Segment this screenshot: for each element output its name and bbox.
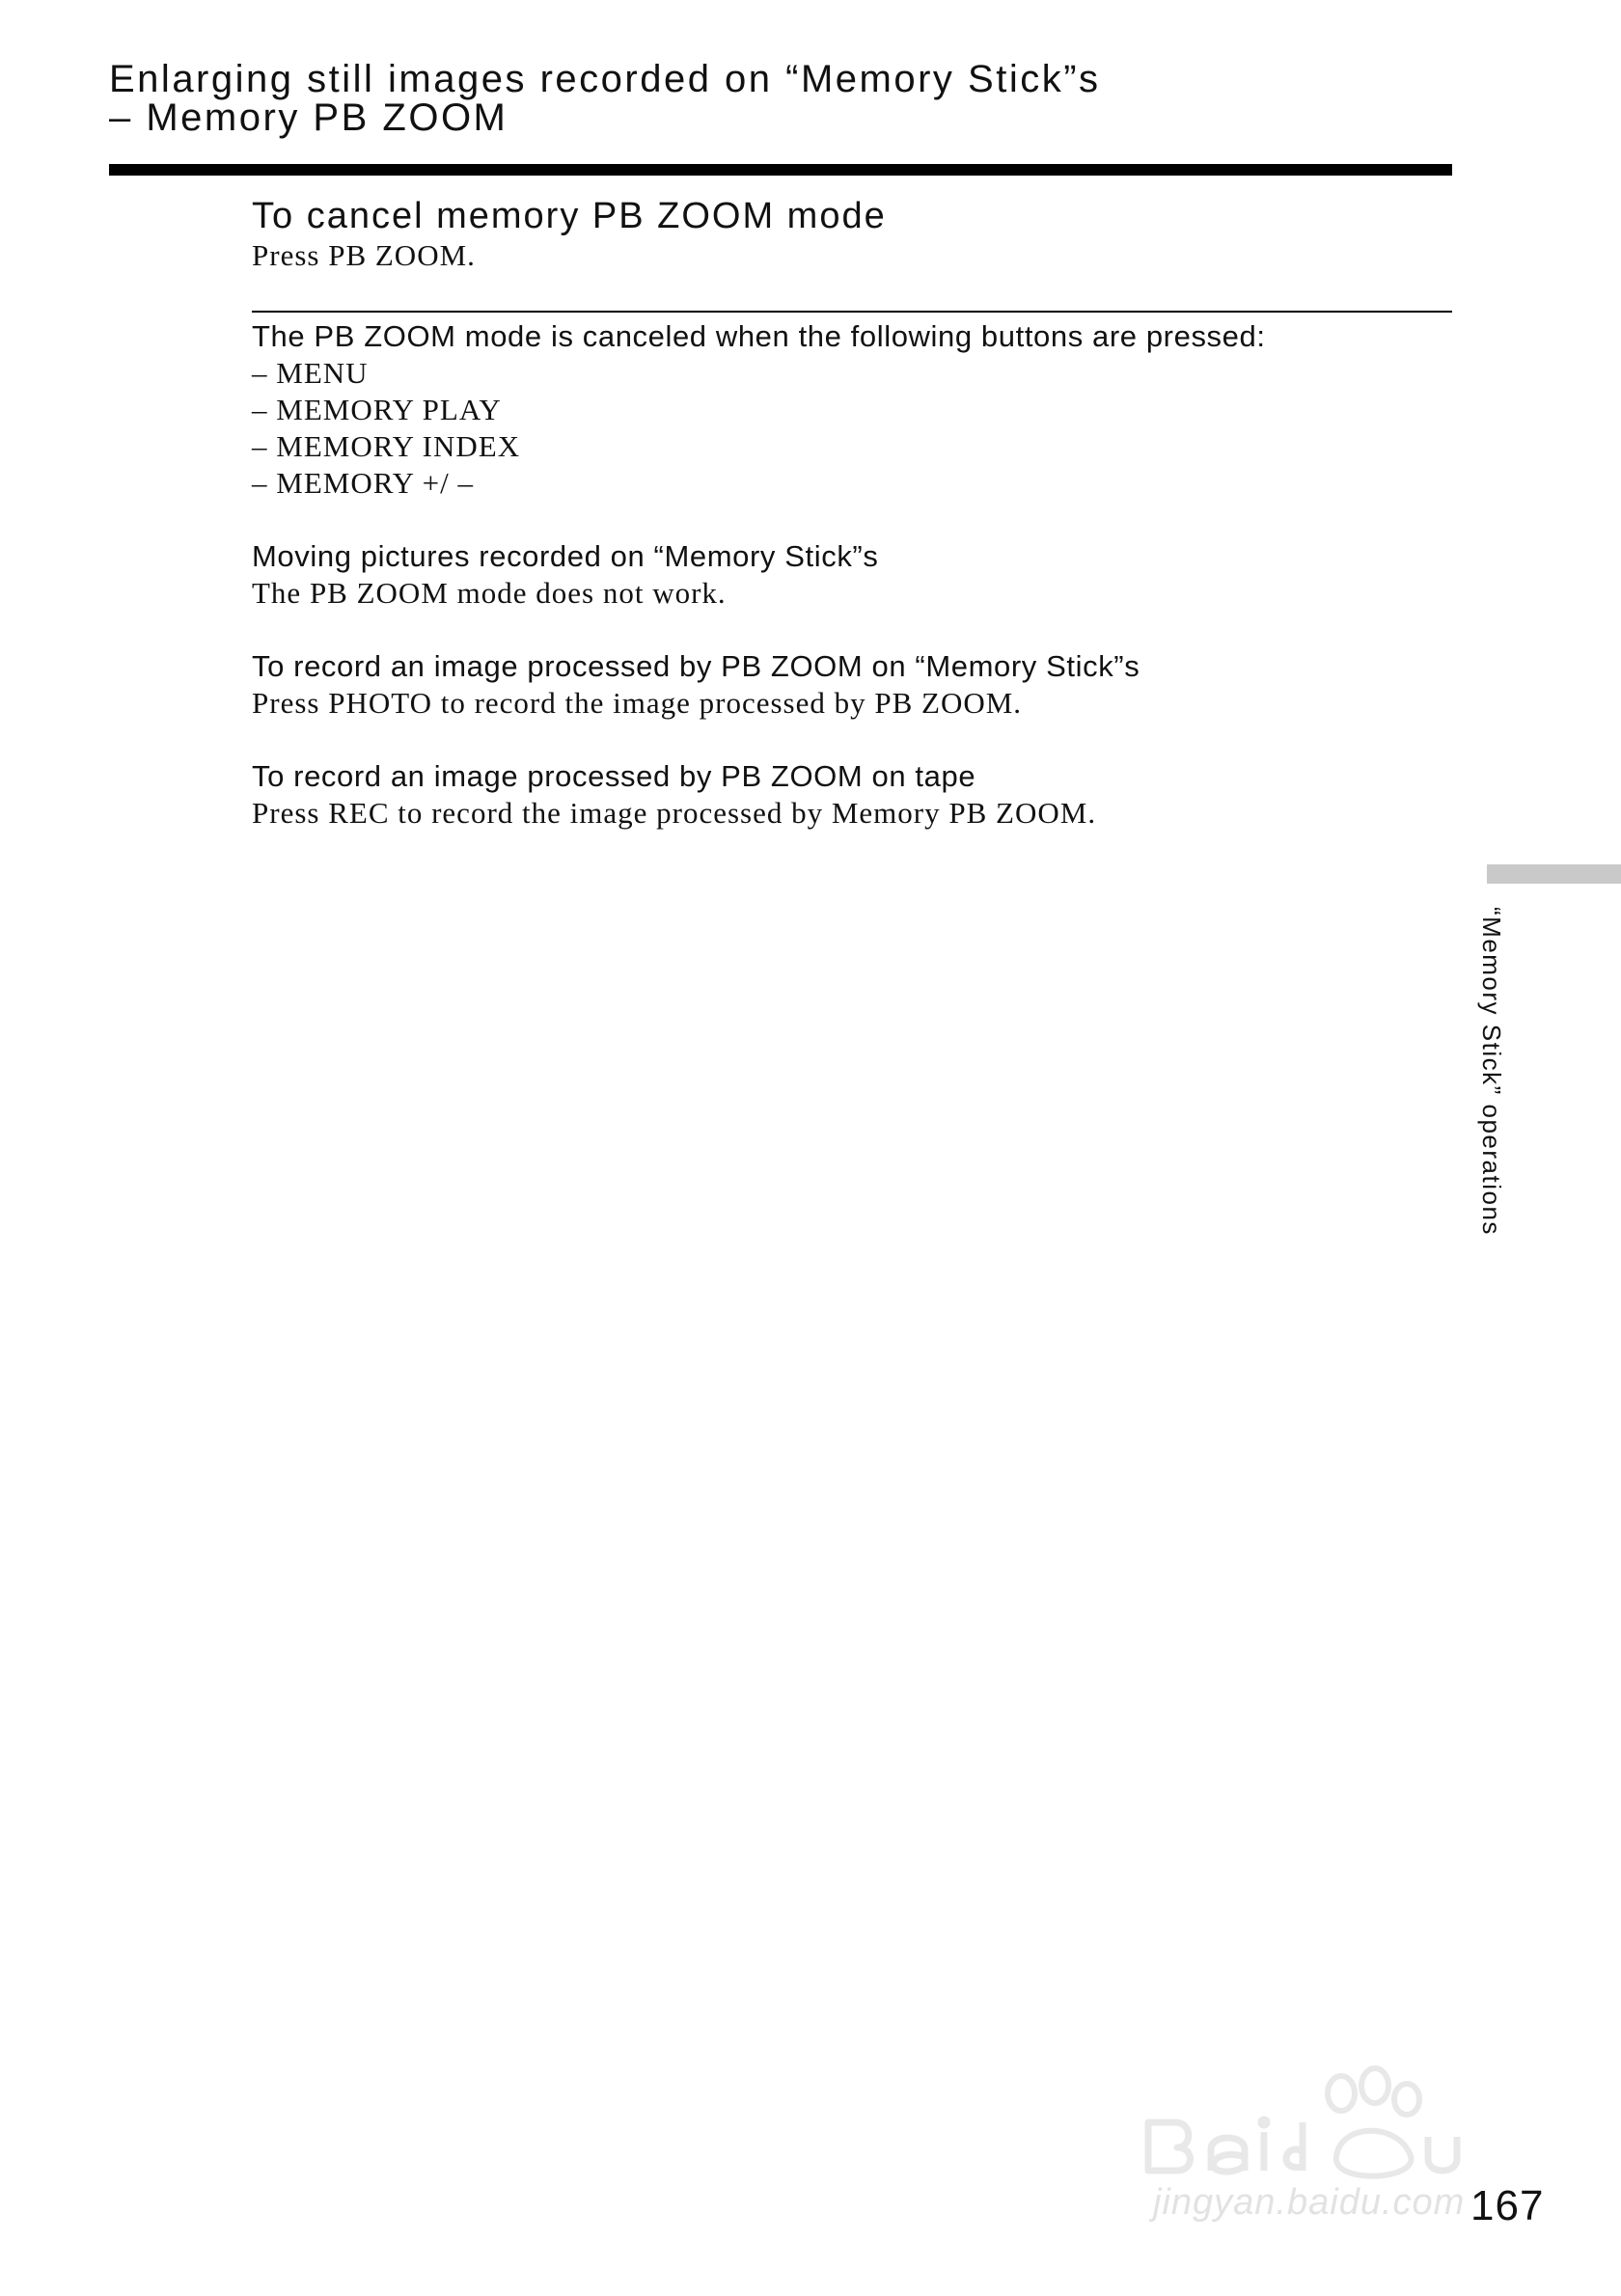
title-rule (109, 164, 1452, 176)
note-text: Press REC to record the image processed by Memory PB ZOOM. (252, 796, 1097, 830)
cancel-section-heading: To cancel memory PB ZOOM mode (252, 196, 887, 236)
note-heading: Moving pictures recorded on “Memory Stick”s (252, 539, 879, 573)
section-tab-marker (1487, 864, 1621, 884)
list-item: – MENU (252, 356, 369, 390)
note-cancel-buttons (252, 318, 1452, 502)
section-tab-label: “Memory Stick” operations (1477, 907, 1506, 1236)
page-title (109, 60, 1101, 137)
page-title-line-1: Enlarging still images recorded on “Memory Stick”s (109, 58, 1101, 100)
page-number: 167 (1470, 2182, 1545, 2229)
watermark-text: jingyan.baidu.com (1153, 2182, 1466, 2223)
note-heading: The PB ZOOM mode is canceled when the following buttons are pressed: (252, 319, 1266, 353)
note-record-memory-stick (252, 648, 1452, 722)
note-text: Press PHOTO to record the image processed by PB ZOOM. (252, 686, 1023, 720)
cancel-section-instruction: Press PB ZOOM. (252, 238, 476, 272)
list-item: – MEMORY PLAY (252, 393, 502, 426)
note-heading: To record an image processed by PB ZOOM on “Memory Stick”s (252, 649, 1140, 683)
note-moving-pictures (252, 538, 1452, 612)
page-title-line-2: – Memory PB ZOOM (109, 96, 508, 139)
main-content (252, 195, 1452, 832)
list-item: – MEMORY INDEX (252, 429, 521, 463)
notes-divider (252, 311, 1452, 313)
note-heading: To record an image processed by PB ZOOM on tape (252, 759, 976, 793)
note-text: The PB ZOOM mode does not work. (252, 576, 727, 610)
note-record-tape (252, 758, 1452, 832)
list-item: – MEMORY +/ – (252, 466, 474, 500)
